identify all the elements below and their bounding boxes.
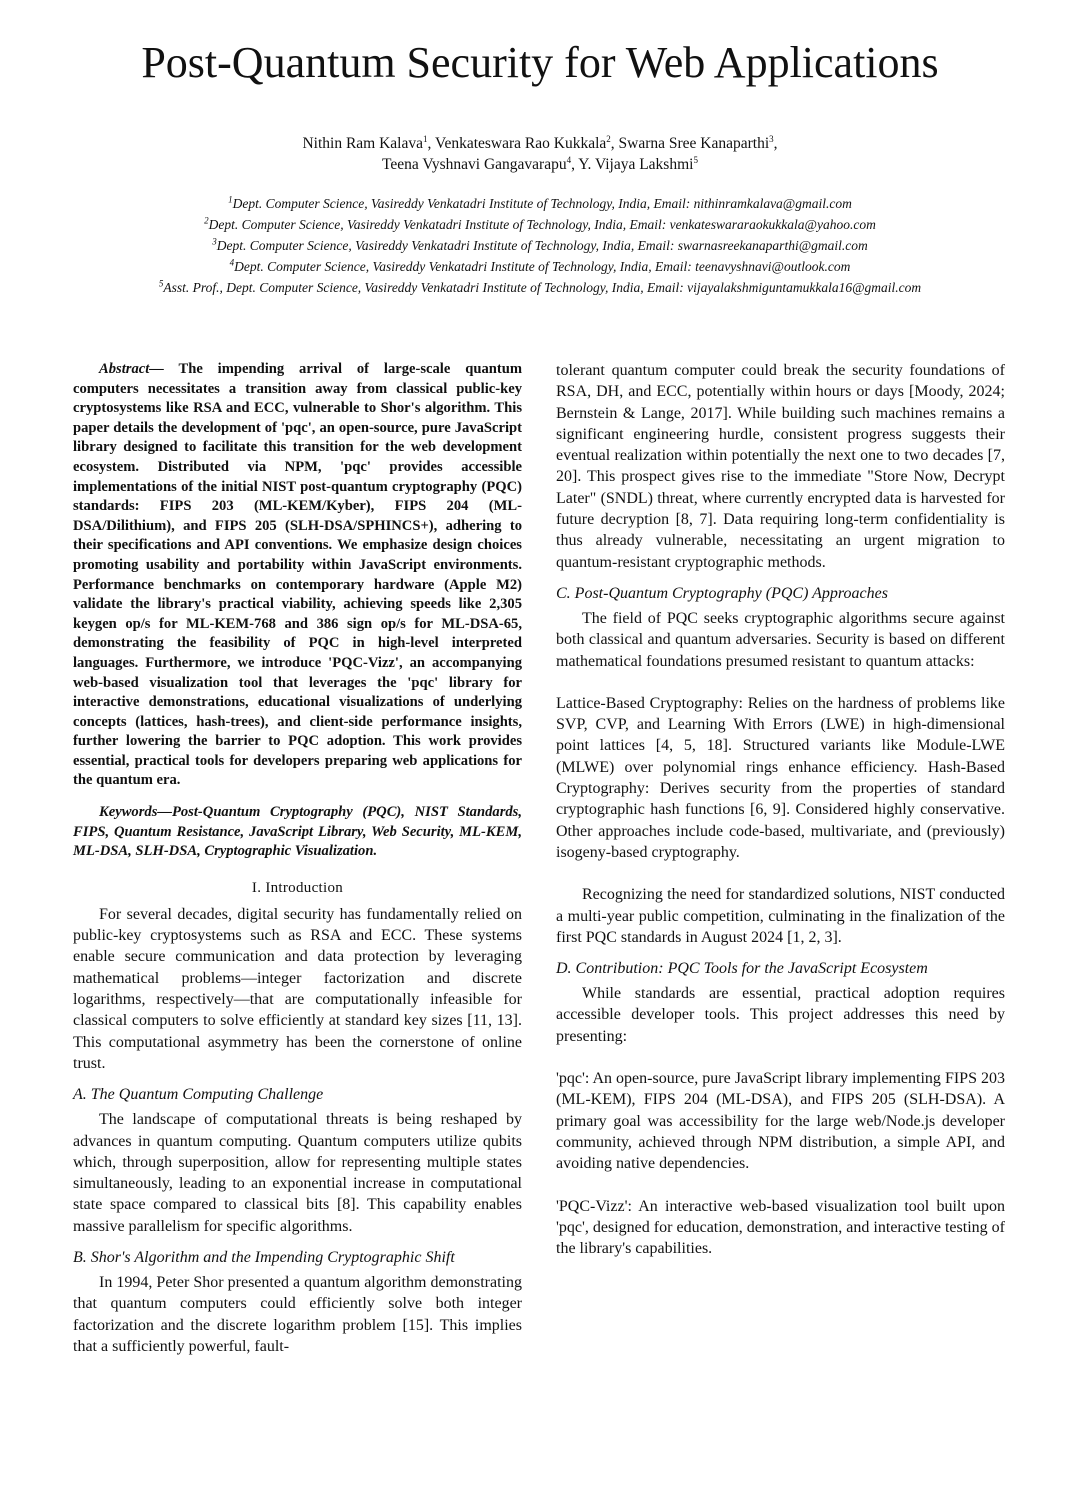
paragraph: Recognizing the need for standardized solutions, NIST conducted a multi-year public competition, culminating in the finalization of the first PQC standards in August 2024 [1, 2, 3].	[556, 886, 1005, 946]
paper-title: Post-Quantum Security for Web Applications	[141, 38, 939, 87]
paragraph: 'PQC-Vizz': An interactive web-based visualization tool built upon 'pqc', designed for education, demonstration, and interactive testing of the library's capabilities.	[556, 1197, 1005, 1258]
abstract-lead: Abstract—	[99, 361, 164, 377]
paragraph: In 1994, Peter Shor presented a quantum algorithm demonstrating that quantum computers could efficiently solve both integer factorization and the discrete logarithm problem [15]. This implies that a sufficiently powerful, fault-	[73, 1274, 522, 1355]
author-name: Nithin Ram Kalava	[302, 135, 423, 152]
author-line-2: Teena Vyshnavi Gangavarapu$^4$, Y. Vijaya Lakshmi$^5$	[382, 154, 698, 173]
subsection-heading-d: D. Contribution: PQC Tools for the JavaScript Ecosystem	[556, 960, 928, 978]
paragraph: For several decades, digital security has fundamentally relied on public-key cryptosystems such as RSA and ECC. These systems enable secure communication and data protection by leveraging mathematical problems—integer factorization and discrete logarithms, respectively—that are computationally infeasible for classical computers to solve efficiently at standard key sizes [11, 13]. This computational asymmetry has been the cornerstone of online trust.	[73, 905, 522, 1072]
abstract-text: The impending arrival of large-scale quantum computers necessitates a transition away from classical public-key cryptosystems like RSA and ECC, vulnerable to Shor's algorithm. This paper details the development of 'pqc', an open-source, pure JavaScript library designed to facilitate this transition for the web development ecosystem. Distributed via NPM, 'pqc' provides accessible implementations of the initial NIST post-quantum cryptography (PQC) standards: FIPS 203 (ML-KEM/Kyber), FIPS 204 (ML-DSA/Dilithium), and FIPS 205 (SLH-DSA/SPHINCS+), adhering to their specifications and API conventions. We emphasize design choices promoting usability and portability within JavaScript environments. Performance benchmarks on contemporary hardware (Apple M2) validate the library's practical viability, achieving speeds like 2,305 keygen op/s for ML-KEM-768 and 386 sign op/s for ML-DSA-65, demonstrating the feasibility of PQC in high-level interpreted languages. Furthermore, we introduce 'PQC-Vizz', an accompanying web-based visualization tool that leverages the 'pqc' library for interactive demonstrations, educational visualizations of underlying concepts (lattices, hash-trees), and client-side performance insights, further lowering the barrier to PQC adoption. This work provides essential, practical tools for developers preparing web applications for the quantum era.	[73, 361, 522, 789]
author-line-1: Nithin Ram Kalava$^1$, Venkateswara Rao Kukkala$^2$, Swarna Sree Kanaparthi$^3$,	[302, 133, 778, 152]
abstract	[73, 360, 522, 791]
paragraph: The landscape of computational threats is being reshaped by advances in quantum computing. Quantum computers utilize qubits which, through superposition, allow for representing multiple states simultaneously, leading to an exponential increase in computational state space compared to classical bits [8]. This capability enables massive parallelism for specific algorithms.	[73, 1111, 522, 1235]
section-heading-introduction: I. Introduction	[251, 879, 344, 896]
affiliation: $^5$Asst. Prof., Dept. Computer Science, Vasireddy Venkatadri Institute of Technology, India, Email: vijayalakshmiguntamukkala16@gmail.com	[158, 278, 922, 295]
author-name: Venkateswara Rao Kukkala	[434, 135, 607, 152]
right-column	[556, 360, 1005, 1259]
left-column	[73, 360, 522, 1357]
affiliation: $^4$Dept. Computer Science, Vasireddy Venkatadri Institute of Technology, India, Email: teenavyshnavi@outlook.com	[229, 257, 851, 274]
paragraph-continued: tolerant quantum computer could break the security foundations of RSA, DH, and ECC, potentially within hours or days [Moody, 2024; Bernstein & Lange, 2017]. While building such machines remains a significant engineering hurdle, consistent progress suggests their eventual realization within potentially the next one to two decades [7, 20]. This prospect gives rise to the immediate "Store Now, Decrypt Later" (SNDL) threat, where currently encrypted data is harvested for future decryption [8, 7]. Data requiring long-term confidentiality is thus already vulnerable, necessitating an urgent migration to quantum-resistant cryptographic methods.	[556, 362, 1005, 571]
affiliation: $^2$Dept. Computer Science, Vasireddy Venkatadri Institute of Technology, India, Email: venkateswararaokukkala@yahoo.com	[204, 215, 876, 232]
author-list	[0, 133, 1080, 175]
paragraph: While standards are essential, practical adoption requires accessible developer tools. This project addresses this need by presenting:	[556, 985, 1005, 1045]
author-name: Y. Vijaya Lakshmi	[578, 156, 694, 173]
keywords: Keywords—Post-Quantum Cryptography (PQC), NIST Standards, FIPS, Quantum Resistance, JavaScript Library, Web Security, ML-KEM, ML-DSA, SLH-DSA, Cryptographic Visualization.	[73, 804, 522, 860]
author-name: Teena Vyshnavi Gangavarapu	[382, 156, 567, 173]
affiliation: $^1$Dept. Computer Science, Vasireddy Venkatadri Institute of Technology, India, Email: nithinramkalava@gmail.com	[228, 194, 852, 211]
paragraph: Lattice-Based Cryptography: Relies on the hardness of problems like SVP, CVP, and Learning With Errors (LWE) in high-dimensional point lattices [4, 5, 18]. Structured variants like Module-LWE (MLWE) over polynomial rings enhance efficiency. Hash-Based Cryptography: Derives security from the properties of standard cryptographic hash functions [6, 9]. Considered highly conservative. Other approaches include code-based, multivariate, and (previously) isogeny-based cryptography.	[556, 694, 1005, 861]
subsection-heading-c: C. Post-Quantum Cryptography (PQC) Approaches	[556, 584, 888, 602]
subsection-heading-b: B. Shor's Algorithm and the Impending Cryptographic Shift	[73, 1249, 455, 1266]
affiliation: $^3$Dept. Computer Science, Vasireddy Venkatadri Institute of Technology, India, Email: swarnasreekanaparthi@gmail.com	[212, 236, 868, 253]
affiliation-list	[0, 193, 1080, 298]
paragraph: The field of PQC seeks cryptographic algorithms secure against both classical and quantum adversaries. Security is based on different mathematical foundations presumed resistant to quantum attacks:	[556, 609, 1005, 670]
author-name: Swarna Sree Kanaparthi	[618, 135, 770, 152]
paragraph: 'pqc': An open-source, pure JavaScript library implementing FIPS 203 (ML-KEM), FIPS 204 (ML-DSA), and FIPS 205 (SLH-DSA). A primary goal was accessibility for the large web/Node.js developer community, achieved through NPM distribution, a simple API, and avoiding native dependencies.	[556, 1070, 1005, 1173]
subsection-heading-a: A. The Quantum Computing Challenge	[73, 1086, 324, 1104]
